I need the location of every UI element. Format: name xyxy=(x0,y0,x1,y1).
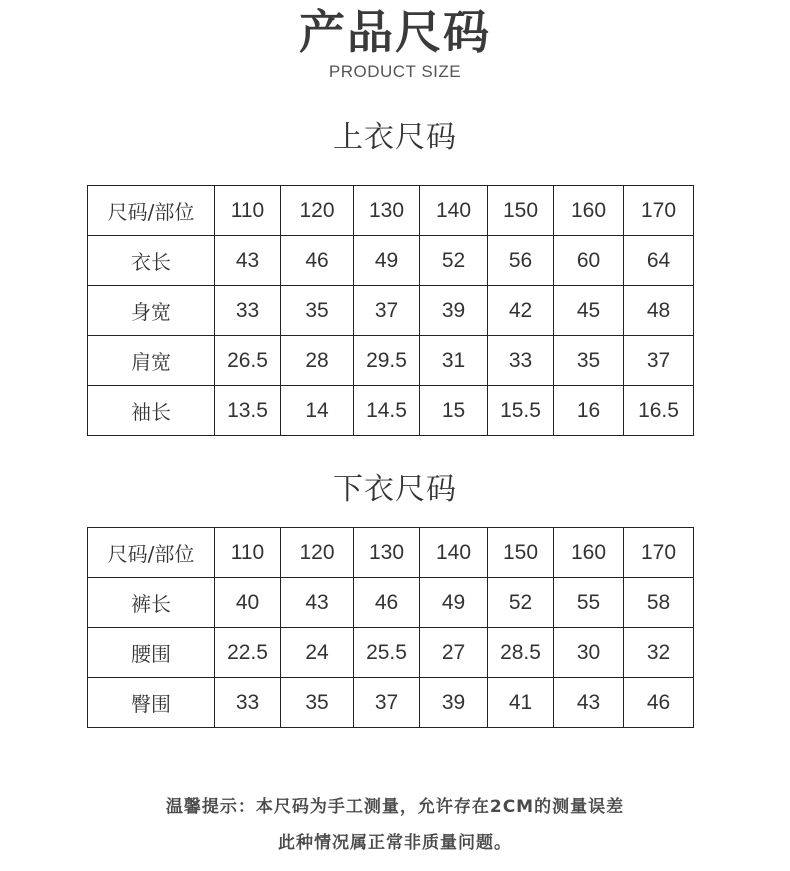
header-cell: 170 xyxy=(624,186,694,236)
bottom-size-table xyxy=(87,527,694,728)
table-cell: 33 xyxy=(215,286,281,336)
table-cell: 30 xyxy=(554,628,624,678)
table-row xyxy=(88,386,694,436)
table-cell: 14.5 xyxy=(354,386,420,436)
table-cell: 49 xyxy=(420,578,488,628)
table-cell: 13.5 xyxy=(215,386,281,436)
table-row xyxy=(88,336,694,386)
table-cell: 42 xyxy=(488,286,554,336)
table-cell: 22.5 xyxy=(215,628,281,678)
header-cell: 110 xyxy=(215,528,281,578)
header-cell: 120 xyxy=(281,528,354,578)
table-cell: 28.5 xyxy=(488,628,554,678)
table-cell: 49 xyxy=(354,236,420,286)
table-cell: 29.5 xyxy=(354,336,420,386)
table-cell: 60 xyxy=(554,236,624,286)
table-cell: 64 xyxy=(624,236,694,286)
table-cell: 45 xyxy=(554,286,624,336)
table-cell: 15.5 xyxy=(488,386,554,436)
table-cell: 35 xyxy=(281,678,354,728)
table-cell: 15 xyxy=(420,386,488,436)
table-cell: 43 xyxy=(554,678,624,728)
table-cell: 46 xyxy=(624,678,694,728)
top-size-table xyxy=(87,185,694,436)
table-row xyxy=(88,678,694,728)
page-subtitle: PRODUCT SIZE xyxy=(328,62,462,81)
row-label: 腰围 xyxy=(88,628,215,678)
header-cell: 140 xyxy=(420,528,488,578)
table-cell: 14 xyxy=(281,386,354,436)
table-cell: 40 xyxy=(215,578,281,628)
table-header-row xyxy=(88,528,694,578)
header-cell: 160 xyxy=(554,186,624,236)
top-size-title: 上衣尺码 xyxy=(333,120,457,155)
table-cell: 37 xyxy=(354,286,420,336)
table-row xyxy=(88,628,694,678)
header-cell: 160 xyxy=(554,528,624,578)
table-cell: 25.5 xyxy=(354,628,420,678)
table-cell: 55 xyxy=(554,578,624,628)
table-cell: 33 xyxy=(215,678,281,728)
table-cell: 43 xyxy=(215,236,281,286)
table-cell: 37 xyxy=(624,336,694,386)
header-cell: 110 xyxy=(215,186,281,236)
header-cell: 130 xyxy=(354,186,420,236)
table-cell: 16 xyxy=(554,386,624,436)
table-cell: 39 xyxy=(420,678,488,728)
bottom-size-title: 下衣尺码 xyxy=(333,472,457,507)
table-cell: 32 xyxy=(624,628,694,678)
table-cell: 46 xyxy=(354,578,420,628)
table-cell: 27 xyxy=(420,628,488,678)
table-cell: 33 xyxy=(488,336,554,386)
header-cell: 尺码/部位 xyxy=(88,528,215,578)
row-label: 衣长 xyxy=(88,236,215,286)
measurement-note: 温馨提示：本尺码为手工测量，允许存在2CM的测量误差 xyxy=(165,797,625,817)
row-label: 臀围 xyxy=(88,678,215,728)
table-cell: 31 xyxy=(420,336,488,386)
header-cell: 150 xyxy=(488,528,554,578)
row-label: 袖长 xyxy=(88,386,215,436)
table-cell: 52 xyxy=(488,578,554,628)
table-cell: 37 xyxy=(354,678,420,728)
header-cell: 120 xyxy=(281,186,354,236)
table-header-row xyxy=(88,186,694,236)
table-cell: 35 xyxy=(281,286,354,336)
table-row xyxy=(88,236,694,286)
table-cell: 26.5 xyxy=(215,336,281,386)
table-row xyxy=(88,286,694,336)
table-cell: 58 xyxy=(624,578,694,628)
page-title: 产品尺码 xyxy=(299,5,491,59)
table-cell: 28 xyxy=(281,336,354,386)
header-cell: 150 xyxy=(488,186,554,236)
header-cell: 140 xyxy=(420,186,488,236)
quality-note: 此种情况属正常非质量问题。 xyxy=(278,833,512,853)
table-cell: 46 xyxy=(281,236,354,286)
table-cell: 24 xyxy=(281,628,354,678)
table-cell: 48 xyxy=(624,286,694,336)
table-row xyxy=(88,578,694,628)
header-cell: 170 xyxy=(624,528,694,578)
table-cell: 39 xyxy=(420,286,488,336)
row-label: 肩宽 xyxy=(88,336,215,386)
table-cell: 43 xyxy=(281,578,354,628)
header-cell: 130 xyxy=(354,528,420,578)
table-cell: 52 xyxy=(420,236,488,286)
table-cell: 16.5 xyxy=(624,386,694,436)
row-label: 身宽 xyxy=(88,286,215,336)
table-cell: 41 xyxy=(488,678,554,728)
header-cell: 尺码/部位 xyxy=(88,186,215,236)
table-cell: 35 xyxy=(554,336,624,386)
table-cell: 56 xyxy=(488,236,554,286)
row-label: 裤长 xyxy=(88,578,215,628)
